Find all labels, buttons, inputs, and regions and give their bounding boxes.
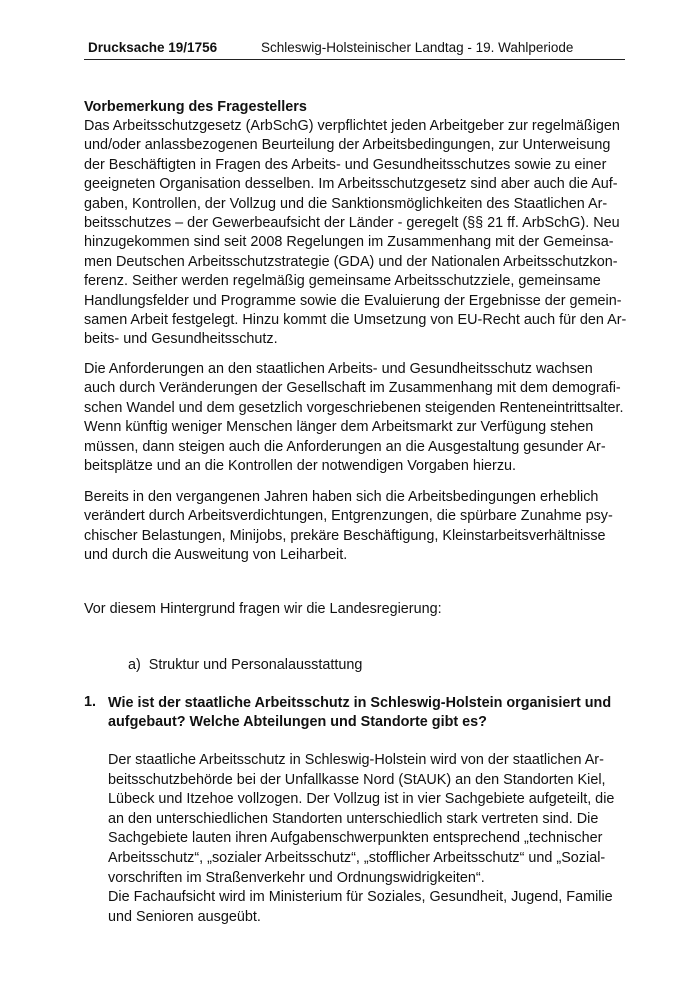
answer-line: an den unterschiedlichen Standorten unterschiedlich stark vertreten sind. Die [108, 810, 599, 827]
paragraph-line: verändert durch Arbeitsverdichtungen, Entgrenzungen, die spürbare Zunahme psy- [84, 508, 613, 525]
paragraph-line: müssen, dann steigen auch die Anforderungen an die Ausgestaltung gesunder Ar- [84, 438, 606, 455]
paragraph-line: auch durch Veränderungen der Gesellschaft im Zusammenhang mit dem demografi- [84, 380, 621, 397]
answer-line: Lübeck und Itzehoe vollzogen. Der Vollzug ist in vier Sachgebiete aufgeteilt, die [108, 791, 615, 808]
answer-line: Sachgebiete lauten ihren Aufgabenschwerpunkten entsprechend „technischer [108, 830, 603, 847]
answer-line: vorschriften im Straßenverkehr und Ordnungswidrigkeiten“. [108, 869, 485, 886]
paragraph-line: samen Arbeit festgelegt. Hinzu kommt die Umsetzung von EU-Recht auch für den Ar- [84, 312, 627, 329]
intro-text: Vor diesem Hintergrund fragen wir die Landesregierung: [84, 601, 442, 617]
section-marker: a) [128, 657, 141, 673]
paragraph-line: Das Arbeitsschutzgesetz (ArbSchG) verpflichtet jeden Arbeitgeber zur regelmäßigen [84, 118, 620, 134]
paragraph-line: ferenz. Seither werden regelmäßig gemeinsame Arbeitsschutzziele, gemeinsame [84, 273, 601, 290]
preamble-heading: Vorbemerkung des Fragestellers [84, 99, 307, 115]
preamble-heading-block [84, 98, 624, 117]
preamble-paragraph-2 [84, 360, 624, 476]
question-line: aufgebaut? Welche Abteilungen und Standorte gibt es? [108, 714, 487, 731]
preamble-paragraph-3 [84, 488, 624, 566]
paragraph-line: beitsplätze und an die Kontrollen der notwendigen Vorgaben hierzu. [84, 458, 517, 475]
paragraph-line: chischer Belastungen, Minijobs, prekäre Beschäftigung, Kleinstarbeitsverhältnisse [84, 527, 606, 544]
paragraph-line: Bereits in den vergangenen Jahren haben sich die Arbeitsbedingungen erheblich [84, 489, 599, 505]
question-intro [84, 600, 624, 619]
question-line: Wie ist der staatliche Arbeitsschutz in Schleswig-Holstein organisiert und [108, 695, 612, 711]
paragraph-line: und durch die Ausweitung von Leiharbeit. [84, 547, 348, 564]
answer-line: Arbeitsschutz“, „sozialer Arbeitsschutz“, „stofflicher Arbeitsschutz“ und „Sozial- [108, 849, 606, 866]
paragraph-line: der Beschäftigten in Fragen des Arbeits- und Gesundheitsschutzes sowie zu einer [84, 156, 607, 173]
page-header [84, 38, 625, 60]
answer-line: Die Fachaufsicht wird im Ministerium für Soziales, Gesundheit, Jugend, Familie [108, 889, 613, 906]
answer-text [108, 751, 628, 927]
section-a-heading [128, 657, 362, 673]
paragraph-line: Handlungsfelder und Programme sowie die Evaluierung der Ergebnisse der gemein- [84, 292, 622, 309]
paragraph-line: und/oder anlassbezogenen Beurteilung der Arbeitsbedingungen, zur Unterweisung [84, 137, 611, 154]
section-title: Struktur und Personalausstattung [148, 657, 363, 673]
paragraph-line: schen Wandel und dem gesetzlich vorgeschriebenen steigenden Renteneintrittsalter. [84, 399, 624, 416]
preamble-paragraph-1 [84, 117, 627, 350]
document-number: Drucksache 19/1756 [88, 40, 218, 55]
question-number: 1. [84, 694, 97, 710]
paragraph-line: beits- und Gesundheitsschutz. [84, 331, 278, 348]
answer-line: Der staatliche Arbeitsschutz in Schleswig-Holstein wird von der staatlichen Ar- [108, 752, 604, 768]
answer-line: und Senioren ausgeübt. [108, 908, 261, 925]
answer-line: beitsschutzbehörde bei der Unfallkasse Nord (StAUK) an den Standorten Kiel, [108, 771, 606, 788]
question-text [108, 694, 628, 733]
paragraph-line: Die Anforderungen an den staatlichen Arbeits- und Gesundheitsschutz wachsen [84, 361, 593, 377]
paragraph-line: Wenn künftig weniger Menschen länger dem Arbeitsmarkt zur Verfügung stehen [84, 419, 594, 436]
paragraph-line: hinzugekommen sind seit 2008 Regelungen im Zusammenhang mit der Gemeinsa- [84, 234, 614, 251]
paragraph-line: geeigneten Organisation desselben. Im Arbeitsschutzgesetz sind aber auch die Auf- [84, 176, 618, 193]
parliament-title: Schleswig-Holsteinischer Landtag - 19. Wahlperiode [261, 40, 574, 55]
paragraph-line: gaben, Kontrollen, der Vollzug und die Sanktionsmöglichkeiten des Staatlichen Ar- [84, 195, 608, 212]
paragraph-line: men Deutschen Arbeitsschutzstrategie (GDA) und der Nationalen Arbeitsschutzkon- [84, 253, 618, 270]
paragraph-line: beitsschutzes – der Gewerbeaufsicht der Länder - geregelt (§§ 21 ff. ArbSchG). Neu [84, 215, 620, 232]
